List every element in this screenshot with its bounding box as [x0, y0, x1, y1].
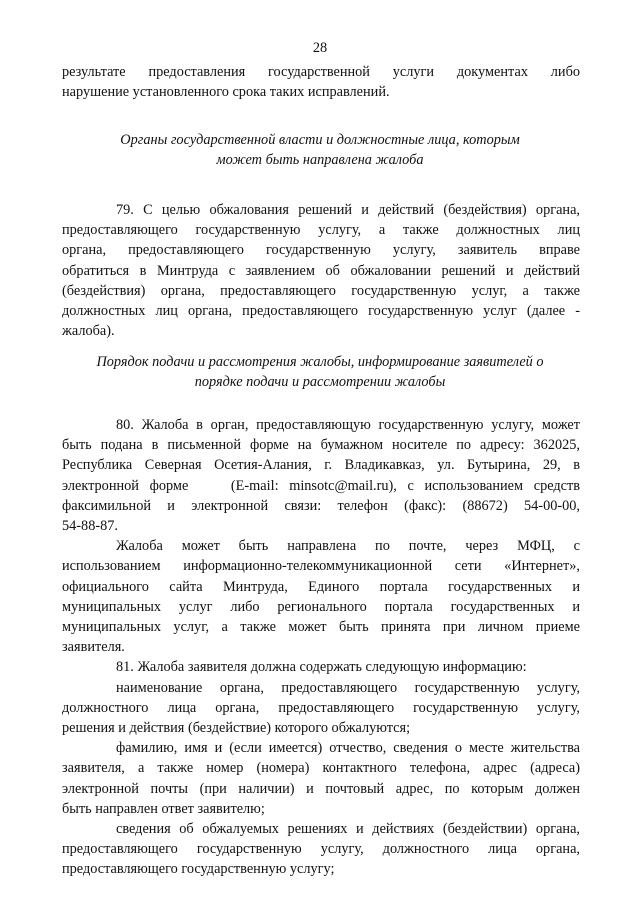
- list-item-line: решения и действия (бездействие) которого обжалуются;: [62, 720, 411, 737]
- paragraph-line: официального сайта Минтруда, Единого портала государственных и: [62, 578, 580, 595]
- paragraph-line: органа, предоставляющего государственную услугу, заявитель вправе: [62, 242, 580, 259]
- paragraph-line: быть подана в письменной форме на бумажном носителе по адресу: 362025,: [62, 437, 580, 454]
- list-item-line: быть направлен ответ заявителю;: [62, 800, 265, 817]
- paragraph-line: муниципальных услуг, а также может быть принята при личном приеме: [62, 619, 580, 636]
- paragraph-79: [62, 200, 580, 341]
- intro-line: нарушение установленного срока таких исправлений.: [62, 84, 390, 101]
- heading-line: порядке подачи и рассмотрении жалобы: [194, 374, 446, 391]
- list-item-line: электронной почты (при наличии) и почтовый адрес, по которым должен: [62, 780, 580, 797]
- paragraph-line: обратиться в Минтруда с заявлением об обжаловании решений и действий: [62, 262, 580, 279]
- list-item-line: наименование органа, предоставляющего государственную услугу,: [116, 679, 580, 696]
- paragraph-line: (бездействия) органа, предоставляющего государственную услуг, а также: [62, 282, 580, 299]
- list-item-line: заявителя, а также номер (номера) контактного телефона, адрес (адреса): [62, 760, 580, 777]
- paragraph-line: 79. С целью обжалования решений и действий (бездействия) органа,: [116, 202, 580, 218]
- paragraph-line: жалоба).: [62, 323, 115, 340]
- list-item-line: предоставляющего государственную услугу;: [62, 861, 335, 878]
- paragraph-line: 80. Жалоба в орган, предоставляющую государственную услугу, может: [116, 417, 580, 433]
- paragraph-line: электронной форме (E-mail: minsotc@mail.ru), с использованием средств: [62, 477, 580, 494]
- section-heading-procedure: [70, 352, 570, 392]
- list-item-line: должностного лица органа, предоставляющего государственную услугу,: [62, 699, 580, 716]
- list-item-line: предоставляющего государственную услугу, должностного лица органа,: [62, 841, 580, 858]
- list-item-line: фамилию, имя и (если имеется) отчество, сведения о месте жительства: [116, 740, 580, 757]
- intro-line: результате предоставления государственной услуги документах либо: [62, 64, 580, 80]
- paragraph-line: заявителя.: [62, 639, 125, 656]
- paragraph-line: использованием информационно-телекоммуникационной сети «Интернет»,: [62, 558, 580, 575]
- page-number: 28: [312, 40, 328, 56]
- intro-paragraph: [62, 62, 580, 102]
- section-heading-authorities: [80, 130, 560, 170]
- paragraph-line: должностных лиц органа, предоставляющего государственную услуг (далее -: [62, 303, 580, 320]
- heading-line: Порядок подачи и рассмотрения жалобы, информирование заявителей о: [96, 354, 544, 370]
- paragraph-line: факсимильной и электронной связи: телефон (факс): (88672) 54-00-00,: [62, 497, 580, 514]
- paragraph-80: [62, 415, 580, 880]
- heading-line: Органы государственной власти и должностные лица, которым: [120, 132, 520, 148]
- heading-line: может быть направлена жалоба: [216, 152, 424, 169]
- paragraph-81: 81. Жалоба заявителя должна содержать следующую информацию:: [116, 659, 527, 676]
- paragraph-line: предоставляющего государственную услугу, а также должностных лиц: [62, 222, 580, 239]
- list-item-line: сведения об обжалуемых решениях и действиях (бездействии) органа,: [116, 821, 580, 838]
- paragraph-line: муниципальных услуг либо регионального портала государственных и: [62, 598, 580, 615]
- paragraph-line: Жалоба может быть направлена по почте, через МФЦ, с: [116, 538, 580, 555]
- paragraph-line: 54-88-87.: [62, 518, 118, 535]
- paragraph-line: Республика Северная Осетия-Алания, г. Владикавказ, ул. Бутырина, 29, в: [62, 457, 580, 474]
